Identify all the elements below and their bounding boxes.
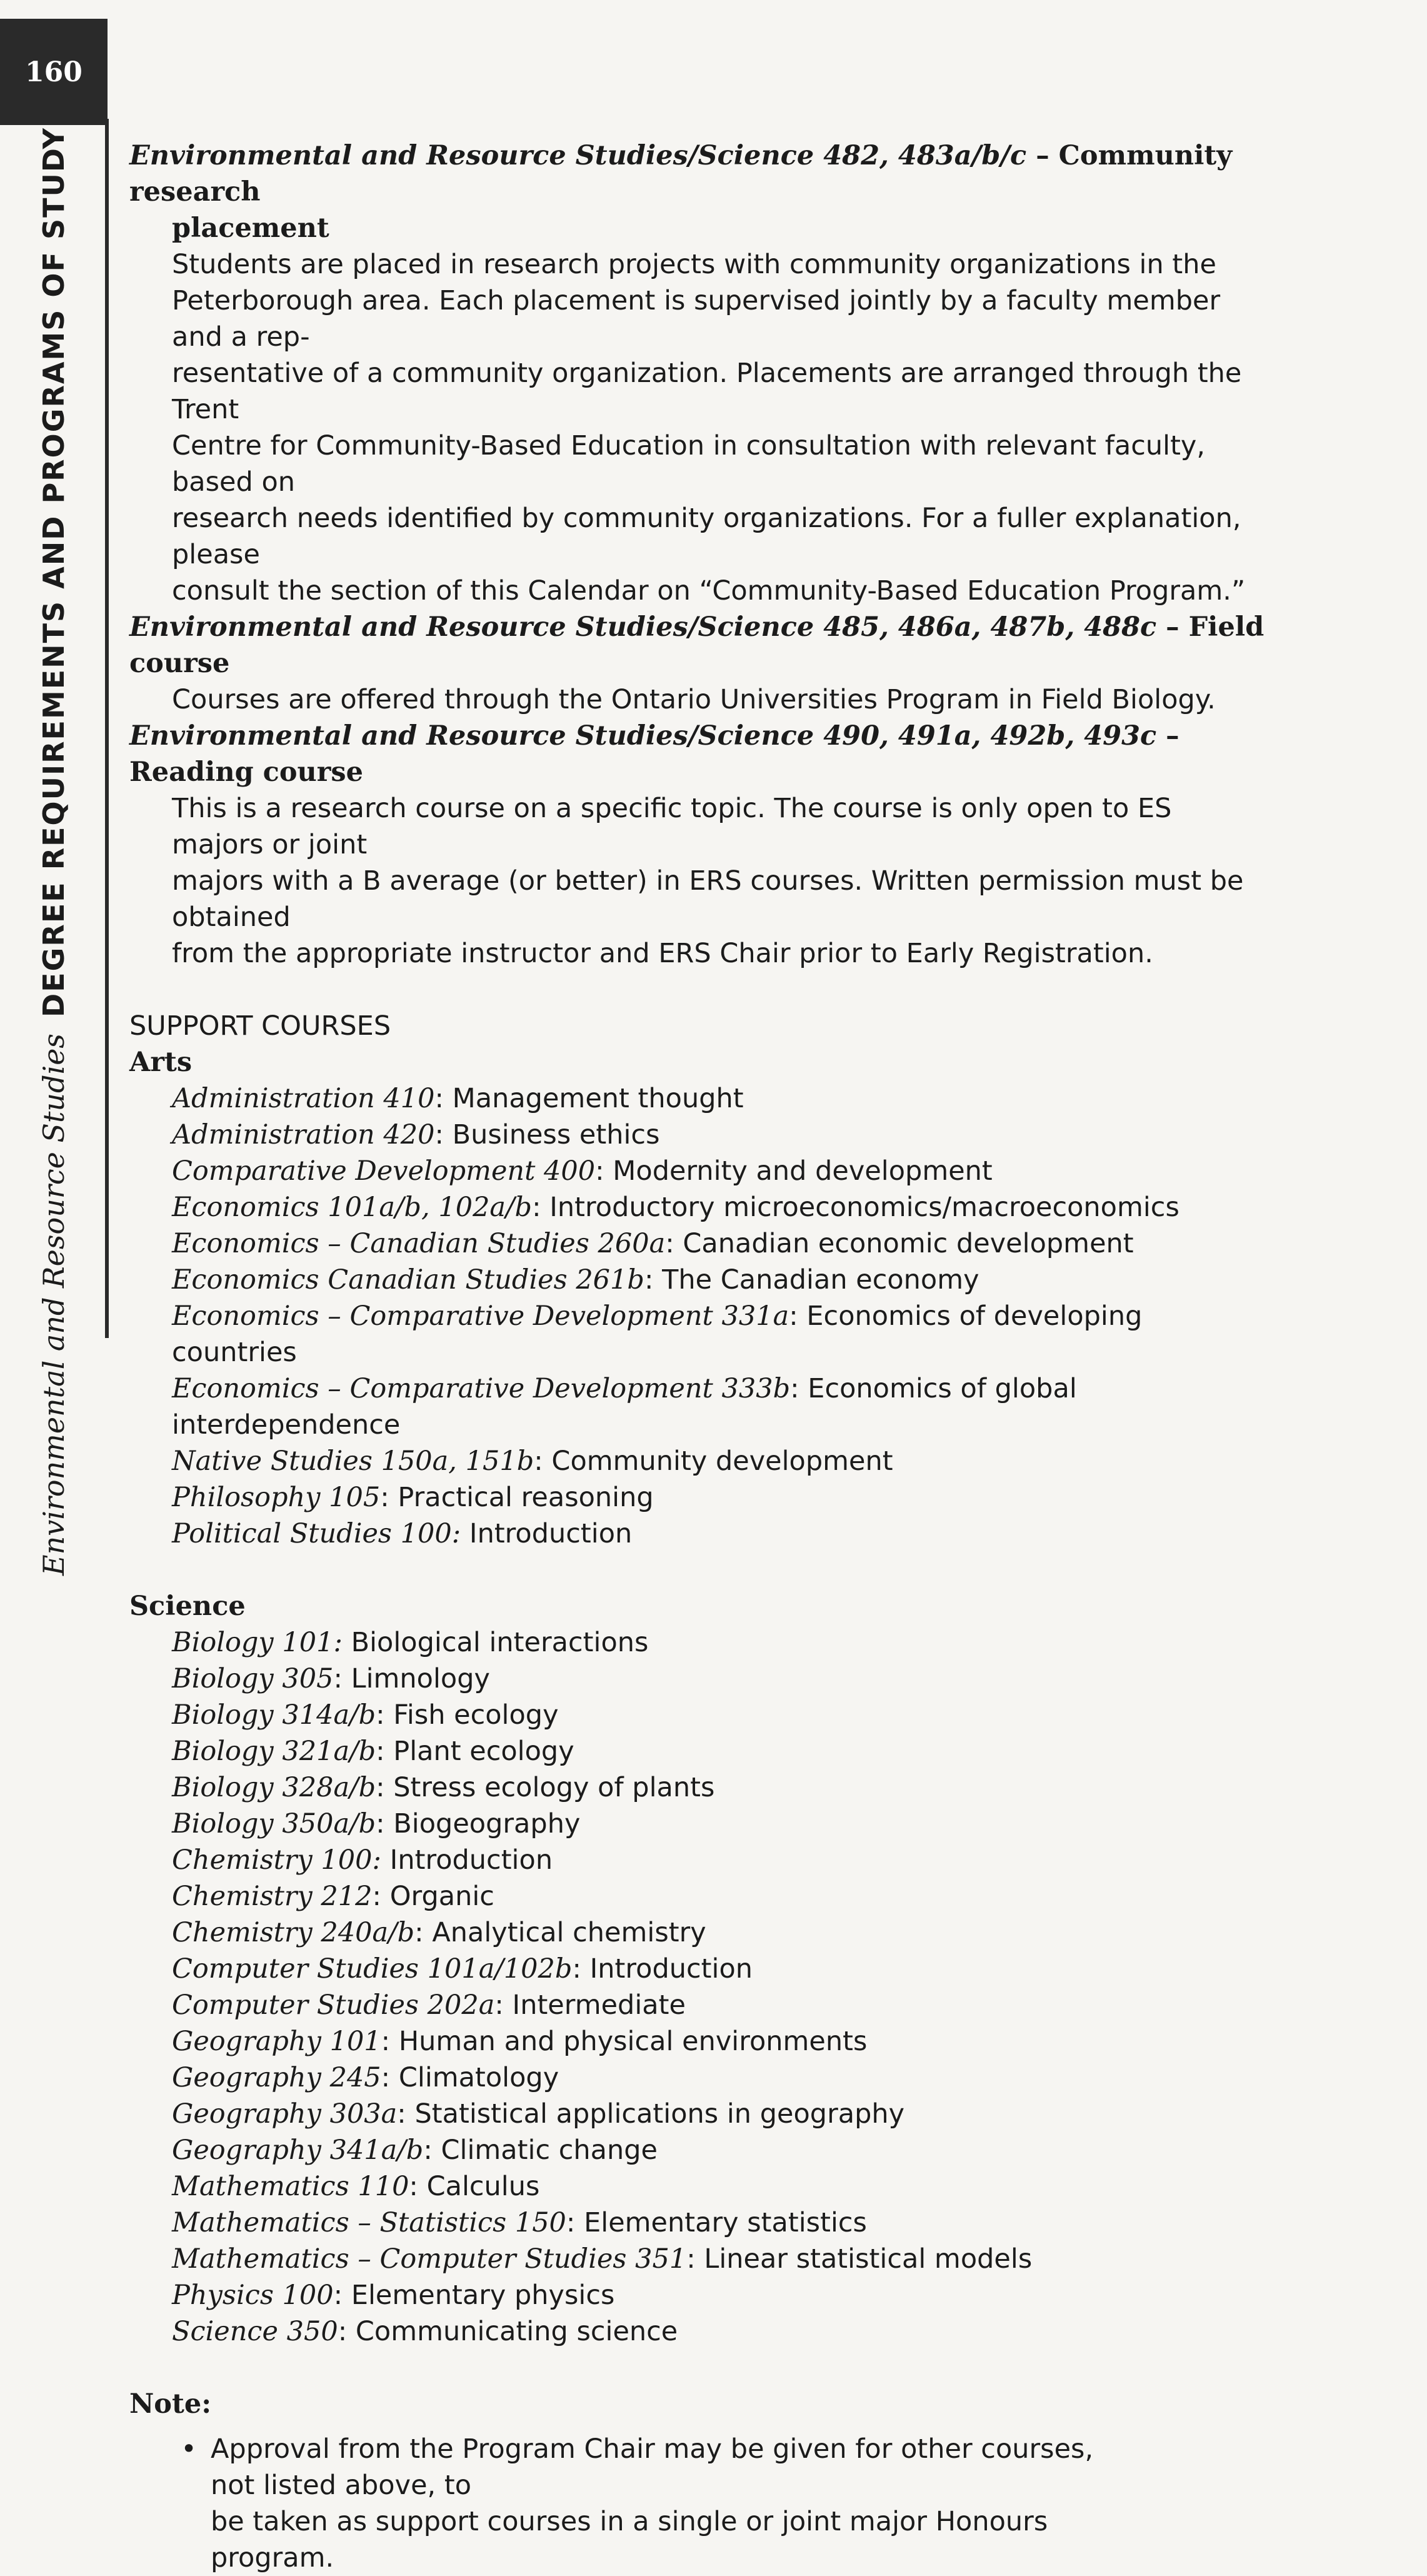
course-title: Intermediate [512,1990,686,2021]
course-separator: : [381,2026,391,2057]
course-separator: : [376,1699,385,1731]
course-code: Mathematics – Computer Studies 351 [172,2243,687,2275]
course-list-item [172,1080,1267,1117]
course-list-item [172,1443,1267,1479]
note-line: Approval from the Program Chair may be given for other courses, not listed above, to [211,2433,1094,2501]
course-code: Economics – Comparative Development 331a [172,1301,789,1332]
course-list-item [172,1153,1267,1189]
note-text [211,2431,1267,2576]
course-separator: : [338,2316,348,2347]
course-code: Biology 314a/b [172,1699,376,1731]
course-list-item [172,2023,1267,2060]
course-entry [129,718,1267,972]
course-list-item [172,1516,1267,1552]
course-code: Biology 350a/b [172,1808,376,1839]
course-list-item [172,1371,1267,1443]
course-title: Field course [129,611,1264,679]
note-heading: Note: [129,2388,212,2420]
course-title: Introduction [469,1518,633,1549]
course-code: Mathematics – Statistics 150 [172,2207,566,2238]
course-list-item [172,1697,1267,1733]
course-code: Biology 305 [172,1663,334,1694]
course-list-item [172,1878,1267,1914]
course-separator: : [333,2280,343,2311]
course-heading: Environmental and Resource Studies/Science 485, 486a, 487b, 488c – Field course [129,611,1264,679]
course-code: Geography 303a [172,2098,398,2130]
course-title: Biogeography [393,1808,581,1839]
course-code: Chemistry 212 [172,1881,373,1912]
course-title: Introduction [589,1953,753,1985]
note-bullet [129,2431,1267,2576]
course-list-item [172,1733,1267,1769]
course-description [129,246,1267,609]
course-code: Geography 245 [172,2062,381,2093]
course-separator: : [333,1663,343,1694]
course-code: Physics 100 [172,2280,334,2311]
course-separator: : [376,1808,385,1839]
course-separator: : [534,1446,543,1477]
course-list-item [172,2277,1267,2313]
course-list-item [172,1951,1267,1987]
science-course-list [129,1624,1267,2350]
course-title: Reading course [129,757,364,788]
course-list-item [172,2168,1267,2205]
course-title: Canadian economic development [683,1228,1134,1259]
course-description [129,682,1267,718]
course-separator: : [686,2243,696,2275]
course-title: Elementary statistics [584,2207,867,2238]
course-separator: : [790,1373,799,1404]
course-separator: : [414,1917,424,1948]
course-separator: : [789,1301,798,1332]
course-code: Computer Studies 202a [172,1990,495,2021]
course-title: Plant ecology [393,1736,574,1767]
course-separator: : [494,1990,504,2021]
course-list-item [172,1262,1267,1298]
course-separator: : [532,1192,541,1223]
course-description [129,790,1267,972]
course-name: Environmental and Resource Studies/Science 482, 483a/b/c [129,140,1027,171]
course-list-item [172,2060,1267,2096]
course-entry [129,138,1267,609]
course-separator: : [381,2062,391,2093]
course-separator: : [376,1736,385,1767]
course-title: Economics of global interdependence [172,1373,1077,1441]
arts-heading: Arts [129,1047,193,1078]
course-list-item [172,2241,1267,2277]
course-separator: : [372,1881,382,1912]
course-separator: : [376,1772,385,1803]
course-code: Chemistry 100: [172,1844,381,1876]
course-code: Chemistry 240a/b [172,1917,415,1948]
course-title: Statistical applications in geography [414,2098,905,2130]
course-code: Biology 328a/b [172,1772,376,1803]
course-code: Philosophy 105 [172,1482,381,1513]
course-title: Limnology [351,1663,490,1694]
support-courses-heading: SUPPORT COURSES [129,1010,391,1042]
course-code: Administration 410 [172,1083,435,1114]
course-code: Economics 101a/b, 102a/b [172,1192,533,1223]
course-list-item [172,1661,1267,1697]
course-title: Climatic change [441,2135,658,2166]
course-separator: : [423,2135,433,2166]
desc-line: resentative of a community organization. Placements are arranged through the Trent [172,358,1242,425]
course-separator: : [566,2207,576,2238]
arts-course-list [129,1080,1267,1552]
course-list-item [172,2096,1267,2132]
course-list-item [172,1479,1267,1516]
course-title: Modernity and development [613,1155,993,1187]
course-code: Economics – Comparative Development 333b [172,1373,791,1404]
course-title: Calculus [426,2171,540,2202]
course-title: Organic [389,1881,494,1912]
side-title [0,125,108,1576]
course-title-wrap: placement [172,213,329,244]
course-list-item [172,1225,1267,1262]
course-title: Business ethics [452,1119,660,1150]
course-title: Human and physical environments [398,2026,868,2057]
course-list-item [172,2205,1267,2241]
course-code: Biology 101: [172,1627,343,1658]
desc-line: Courses are offered through the Ontario Universities Program in Field Biology. [172,684,1216,715]
course-title: Biological interactions [351,1627,649,1658]
course-title: Climatology [398,2062,559,2093]
course-title: Analytical chemistry [432,1917,706,1948]
course-separator: : [572,1953,581,1985]
course-list-item [172,2313,1267,2350]
course-list-item [172,1769,1267,1806]
course-title: Fish ecology [393,1699,559,1731]
course-code: Political Studies 100: [172,1518,461,1549]
course-title: Communicating science [355,2316,678,2347]
desc-line: Centre for Community-Based Education in consultation with relevant faculty, based on [172,430,1206,498]
course-code: Economics Canadian Studies 261b [172,1264,644,1296]
course-title: Introduction [389,1844,553,1876]
course-separator: : [397,2098,406,2130]
course-title: Community development [551,1446,893,1477]
desc-line: Peterborough area. Each placement is supervised jointly by a faculty member and a rep- [172,285,1221,353]
bullet-dot-icon: • [181,2433,197,2465]
course-list-item [172,1806,1267,1842]
course-code: Science 350 [172,2316,338,2347]
course-code: Mathematics 110 [172,2171,409,2202]
course-list-item [172,1914,1267,1951]
course-code: Administration 420 [172,1119,435,1150]
course-separator: : [595,1155,604,1187]
course-separator: : [434,1119,444,1150]
course-code: Economics – Canadian Studies 260a [172,1228,666,1259]
desc-line: from the appropriate instructor and ERS Chair prior to Early Registration. [172,938,1153,969]
course-list-item [172,1298,1267,1371]
side-title-bold: DEGREE REQUIREMENTS AND PROGRAMS OF STUDY [37,127,71,1017]
course-heading: Environmental and Resource Studies/Science 490, 491a, 492b, 493c – Reading course [129,720,1179,788]
desc-line: This is a research course on a specific topic. The course is only open to ES majors or joint [172,793,1172,860]
course-code: Native Studies 150a, 151b [172,1446,534,1477]
course-separator: : [409,2171,418,2202]
course-entry [129,609,1267,718]
course-list-item [172,2132,1267,2168]
course-list-item [172,1624,1267,1661]
course-name: Environmental and Resource Studies/Science 485, 486a, 487b, 488c [129,611,1157,643]
note-line: be taken as support courses in a single or joint major Honours program. [211,2506,1048,2573]
course-separator: : [380,1482,389,1513]
side-title-italic: Environmental and Resource Studies [37,1033,71,1576]
course-code: Computer Studies 101a/102b [172,1953,573,1985]
page-number: 160 [0,19,108,125]
course-code: Geography 341a/b [172,2135,424,2166]
course-heading: Environmental and Resource Studies/Science 482, 483a/b/c – Community research [129,140,1233,208]
science-heading: Science [129,1591,246,1622]
course-title: Linear statistical models [704,2243,1033,2275]
page-content [129,138,1267,2576]
desc-line: consult the section of this Calendar on “Community-Based Education Program.” [172,575,1246,606]
course-title: Stress ecology of plants [393,1772,715,1803]
course-title: Management thought [452,1083,744,1114]
course-separator: : [665,1228,674,1259]
desc-line: Students are placed in research projects with community organizations in the [172,249,1216,280]
desc-line: research needs identified by community organizations. For a fuller explanation, please [172,503,1241,570]
course-name: Environmental and Resource Studies/Science 490, 491a, 492b, 493c [129,720,1157,752]
course-code: Comparative Development 400 [172,1155,596,1187]
course-separator: : [644,1264,654,1296]
course-list-item [172,1987,1267,2023]
course-code: Biology 321a/b [172,1736,376,1767]
course-title: The Canadian economy [662,1264,979,1296]
course-code: Geography 101 [172,2026,381,2057]
course-list-item [172,1189,1267,1225]
course-list-item [172,1117,1267,1153]
course-title: Introductory microeconomics/macroeconomics [549,1192,1179,1223]
desc-line: majors with a B average (or better) in ERS courses. Written permission must be obtained [172,865,1244,933]
course-title: Practical reasoning [398,1482,654,1513]
course-title: Elementary physics [351,2280,615,2311]
course-list-item [172,1842,1267,1878]
course-title: Economics of developing countries [172,1301,1143,1368]
course-separator: : [434,1083,444,1114]
